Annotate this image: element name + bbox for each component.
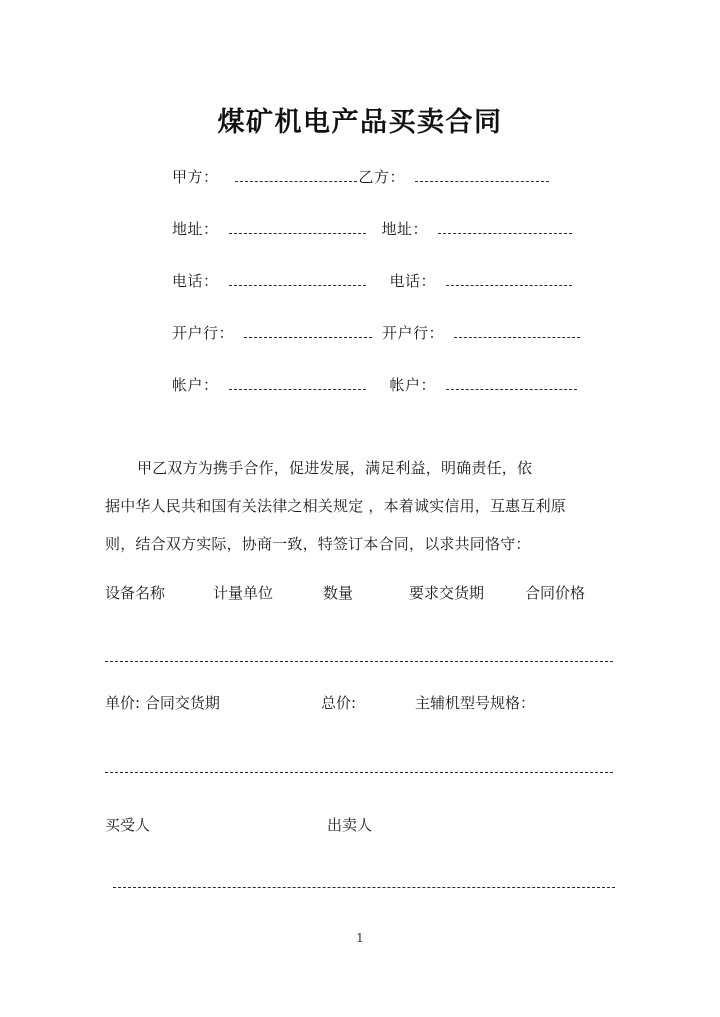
field-label-party-b: 乙方： (358, 168, 406, 186)
page-title: 煤矿机电产品买卖合同 (217, 107, 503, 138)
label-total-price: 总价: (321, 694, 357, 712)
field-label-account-a: 帐户： (172, 376, 219, 394)
form-row-phone (172, 270, 620, 322)
field-party-a (172, 166, 359, 187)
paragraph-line: 据中华人民共和国有关法律之相关规定 ，本着诚实信用，互惠互利原 (105, 497, 566, 515)
field-party-b (359, 166, 552, 187)
blank-phone-a[interactable] (229, 274, 366, 286)
preamble-paragraph (105, 449, 617, 563)
field-label-address-a: 地址： (172, 220, 219, 238)
blank-account-b[interactable] (446, 378, 577, 390)
column-header-delivery-date: 要求交货期 (409, 584, 485, 602)
field-label-bank-a: 开户行： (172, 324, 235, 342)
field-bank-a (172, 322, 374, 343)
blank-account-a[interactable] (229, 378, 366, 390)
blank-phone-b[interactable] (446, 274, 572, 286)
field-phone-a (172, 270, 368, 291)
form-row-party (172, 166, 620, 218)
field-label-phone-b: 电话： (389, 272, 437, 290)
column-header-equipment-name: 设备名称 (105, 584, 166, 602)
label-buyer: 买受人 (105, 816, 151, 834)
blank-address-b[interactable] (438, 222, 572, 234)
field-account-a (172, 374, 368, 395)
column-header-quantity: 数量 (323, 584, 354, 602)
paragraph-line: 甲乙双方为携手合作，促进发展，满足利益，明确责任，依 (137, 459, 533, 477)
blank-party-b[interactable] (415, 170, 549, 182)
table-separator-line (105, 772, 613, 773)
field-account-b (390, 374, 580, 395)
table-separator-line (105, 661, 613, 662)
table-separator-line (113, 887, 615, 888)
field-address-a (172, 218, 368, 239)
label-model-spec: 主辅机型号规格： (415, 694, 536, 712)
field-phone-b (390, 270, 575, 291)
form-row-address (172, 218, 620, 270)
field-label-phone-a: 电话： (172, 272, 219, 290)
blank-address-a[interactable] (229, 222, 366, 234)
field-label-account-b: 帐户： (389, 376, 437, 394)
field-address-b (382, 218, 575, 239)
column-header-contract-price: 合同价格 (525, 584, 586, 602)
paragraph-line: 则，结合双方实际，协商一致，特签订本合同，以求共同恪守： (105, 535, 531, 553)
field-bank-b (382, 322, 582, 343)
field-label-bank-b: 开户行： (382, 324, 445, 342)
blank-bank-a[interactable] (244, 326, 372, 338)
column-header-unit: 计量单位 (213, 584, 274, 602)
blank-party-a[interactable] (235, 170, 357, 182)
label-seller: 出卖人 (327, 816, 373, 834)
form-row-bank (172, 322, 620, 374)
field-label-address-b: 地址： (381, 220, 429, 238)
label-unit-price: 单价: 合同交货期 (105, 694, 220, 712)
party-info-form (172, 166, 620, 426)
blank-bank-b[interactable] (454, 326, 580, 338)
field-label-party-a: 甲方： (172, 168, 219, 186)
form-row-account (172, 374, 620, 426)
page-number: 1 (356, 931, 364, 945)
